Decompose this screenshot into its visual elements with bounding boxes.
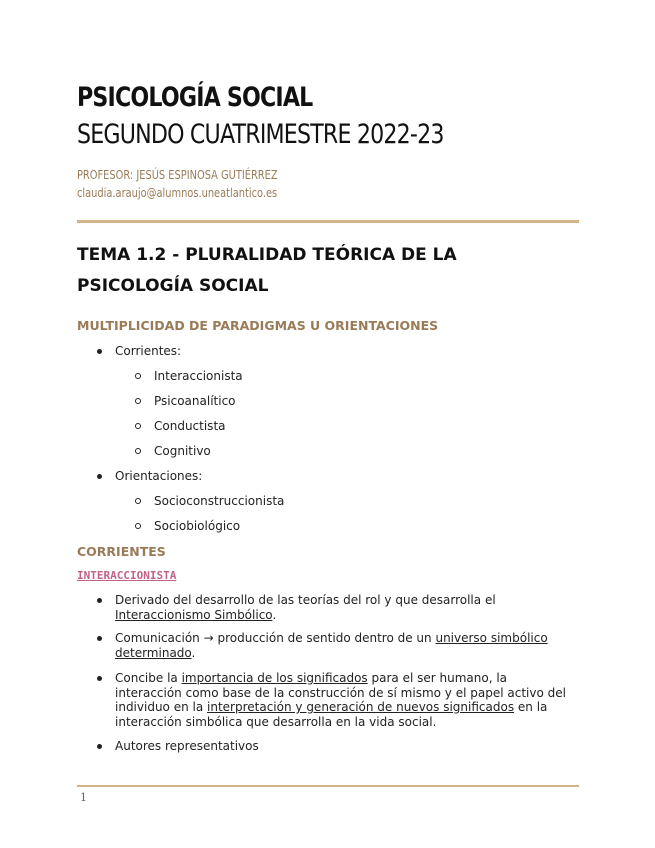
paragraph-4: Autores representativos bbox=[115, 739, 259, 753]
header-divider bbox=[77, 220, 579, 223]
list-item: Conductista bbox=[154, 419, 226, 433]
semester-title: SEGUNDO CUATRIMESTRE 2022-23 bbox=[77, 119, 444, 150]
footer-divider bbox=[77, 785, 579, 787]
topic-title: TEMA 1.2 - PLURALIDAD TEÓRICA DE LA PSICOLOGÍA SOCIAL bbox=[77, 245, 457, 296]
underlined-term: Interaccionismo Simbólico bbox=[115, 607, 273, 622]
paragraph-1: Derivado del desarrollo de las teorías del rol y que desarrolla el Interaccionismo Simbólico. bbox=[115, 593, 496, 622]
professor-line: PROFESOR: JESÚS ESPINOSA GUTIÉRREZ bbox=[77, 168, 278, 182]
list-item: Sociobiológico bbox=[154, 519, 241, 533]
circle-bullet-icon bbox=[135, 398, 141, 404]
course-title: PSICOLOGÍA SOCIAL bbox=[77, 82, 313, 113]
circle-bullet-icon bbox=[135, 423, 141, 429]
underlined-term: universo simbólico determinado bbox=[115, 631, 548, 660]
bullet-icon bbox=[97, 636, 102, 641]
bullet-icon bbox=[97, 474, 102, 479]
paragraph-2: Comunicación → producción de sentido dentro de un universo simbólico determinado. bbox=[115, 631, 548, 660]
bullet-icon bbox=[97, 349, 102, 354]
circle-bullet-icon bbox=[135, 373, 141, 379]
list-item: Psicoanalítico bbox=[154, 394, 236, 408]
page-number: 1 bbox=[80, 791, 87, 804]
section-heading-corrientes: CORRIENTES bbox=[77, 544, 166, 559]
bullet-icon bbox=[97, 598, 102, 603]
list-item-corrientes: Corrientes: bbox=[115, 344, 182, 358]
document-title bbox=[77, 80, 444, 153]
underlined-term: importancia de los significados bbox=[181, 671, 368, 685]
circle-bullet-icon bbox=[135, 498, 141, 504]
paragraph-3: Concibe la importancia de los significados para el ser humano, la interacción como base de la construcción de sí mismo y el papel activo del individuo en la interpretación y generación de nuevos significados en la interacción simbólica que desarrolla en la vida social. bbox=[115, 671, 566, 729]
underlined-term: interpretación y generación de nuevos significados bbox=[207, 700, 515, 714]
email-line: claudia.araujo@alumnos.uneatlantico.es bbox=[77, 186, 278, 200]
list-item: Socioconstruccionista bbox=[154, 494, 285, 508]
list-item-orientaciones: Orientaciones: bbox=[115, 469, 203, 483]
circle-bullet-icon bbox=[135, 448, 141, 454]
bullet-icon bbox=[97, 744, 102, 749]
bullet-icon bbox=[97, 676, 102, 681]
list-item: Cognitivo bbox=[154, 444, 211, 458]
author-block bbox=[77, 166, 278, 202]
section-heading-paradigmas: MULTIPLICIDAD DE PARADIGMAS U ORIENTACIONES bbox=[77, 318, 439, 333]
circle-bullet-icon bbox=[135, 523, 141, 529]
subheading-interaccionista: INTERACCIONISTA bbox=[77, 569, 177, 582]
list-item: Interaccionista bbox=[154, 369, 243, 383]
